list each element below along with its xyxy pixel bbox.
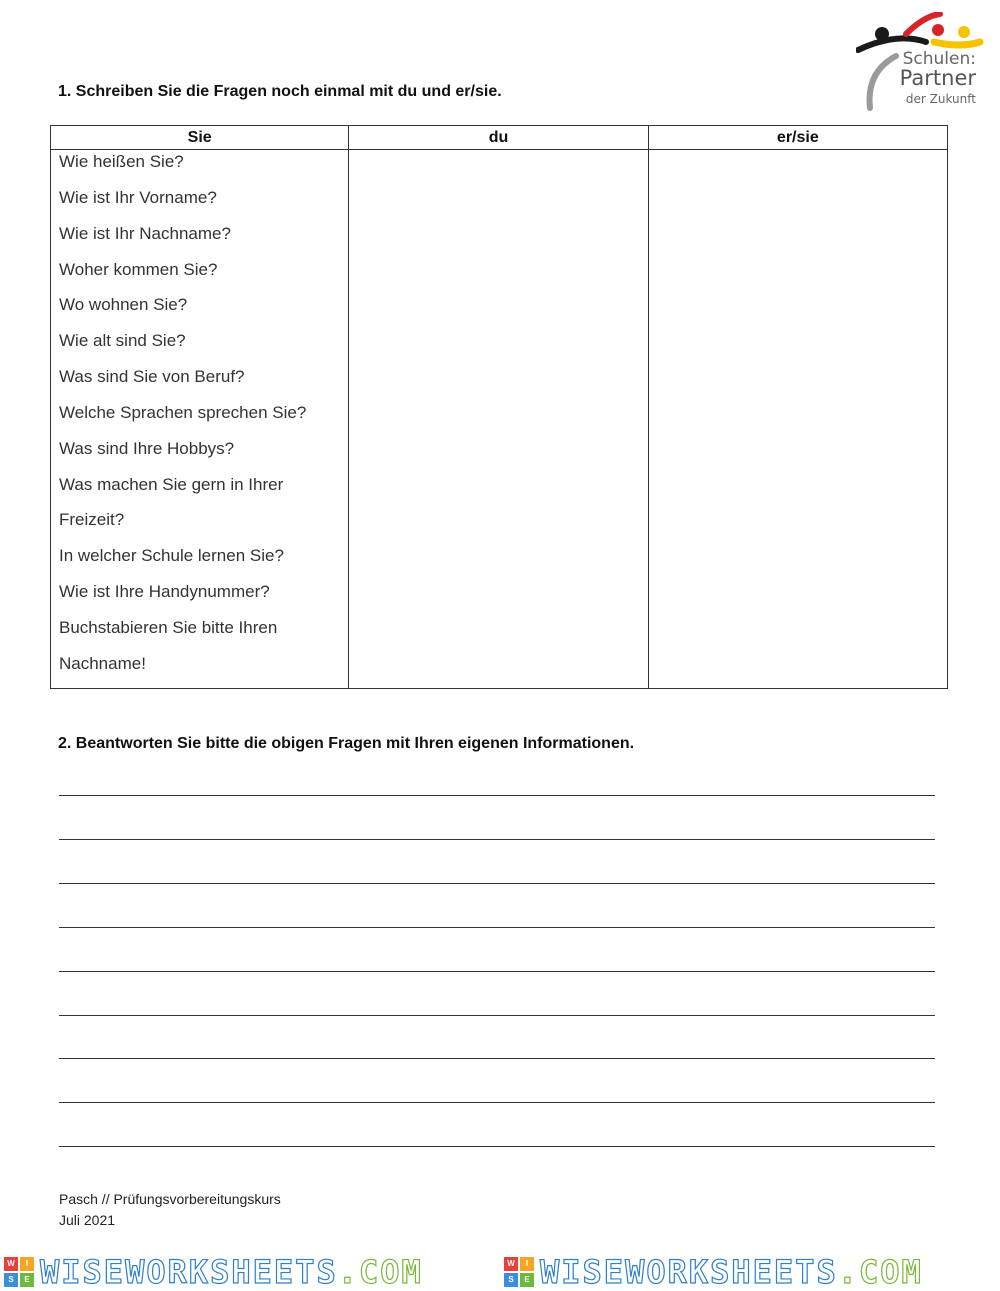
er-sie-answer-cell[interactable] — [648, 150, 947, 689]
logo-text-schulen: Schulen: — [902, 49, 976, 69]
question-table — [50, 125, 948, 689]
banner-logo-1 — [4, 1253, 423, 1291]
question-line: Wie ist Ihr Vorname? — [59, 187, 217, 207]
question-line: Wie heißen Sie? — [59, 152, 184, 171]
answer-line[interactable] — [59, 971, 935, 972]
answer-line[interactable] — [59, 1058, 935, 1059]
header-sie: Sie — [51, 126, 349, 150]
question-line: In welcher Schule lernen Sie? — [59, 546, 284, 566]
sie-column-cell — [51, 150, 349, 689]
logo-text-der-zukunft: der Zukunft — [905, 92, 976, 106]
banner-logo-2 — [504, 1253, 923, 1291]
question-line: Nachname! — [59, 653, 146, 673]
sie-question-list — [51, 150, 348, 688]
question-line: Welche Sprachen sprechen Sie? — [59, 402, 307, 422]
banner-brand-text — [540, 1253, 923, 1291]
question-line: Wie ist Ihre Handynummer? — [59, 582, 270, 602]
block-letter: W — [504, 1257, 518, 1271]
banner-brand-main: WISEWORKSHEETS — [40, 1253, 338, 1291]
banner-brand-tld: .COM — [837, 1253, 923, 1291]
block-letter: E — [520, 1273, 534, 1287]
banner-brand-text — [40, 1253, 423, 1291]
block-letter: I — [20, 1257, 34, 1271]
answer-line[interactable] — [59, 1102, 935, 1103]
header-er-sie: er/sie — [648, 126, 947, 150]
block-letter: S — [504, 1273, 518, 1287]
question-line: Was sind Sie von Beruf? — [59, 367, 245, 387]
question-line: Buchstabieren Sie bitte Ihren — [59, 617, 278, 637]
wiseworksheets-banner — [0, 1253, 1000, 1291]
answer-line[interactable] — [59, 883, 935, 884]
answer-line[interactable] — [59, 1146, 935, 1147]
banner-brand-tld: .COM — [337, 1253, 423, 1291]
table-header-row — [51, 126, 948, 150]
banner-brand-main: WISEWORKSHEETS — [540, 1253, 838, 1291]
table-body-row — [51, 150, 948, 689]
header-du: du — [349, 126, 648, 150]
block-letter: S — [4, 1273, 18, 1287]
footer-course: Pasch // Prüfungsvorbereitungskurs — [59, 1191, 281, 1207]
task2-title: 2. Beantworten Sie bitte die obigen Fragen mit Ihren eigenen Informationen. — [58, 735, 635, 752]
color-blocks-icon — [504, 1257, 534, 1287]
logo-text-partner: Partner — [899, 66, 976, 90]
question-line: Wo wohnen Sie? — [59, 295, 188, 315]
block-letter: E — [20, 1273, 34, 1287]
answer-line[interactable] — [59, 795, 935, 796]
block-letter: I — [520, 1257, 534, 1271]
question-line: Freizeit? — [59, 510, 125, 530]
question-line: Wie alt sind Sie? — [59, 331, 186, 351]
question-line: Woher kommen Sie? — [59, 259, 218, 279]
block-letter: W — [4, 1257, 18, 1271]
task1-title: 1. Schreiben Sie die Fragen noch einmal mit du und er/sie. — [58, 83, 502, 100]
color-blocks-icon — [4, 1257, 34, 1287]
answer-line[interactable] — [59, 839, 935, 840]
answer-line[interactable] — [59, 1015, 935, 1016]
du-answer-cell[interactable] — [349, 150, 648, 689]
question-line: Was sind Ihre Hobbys? — [59, 438, 235, 458]
question-line: Wie ist Ihr Nachname? — [59, 223, 231, 243]
answer-line[interactable] — [59, 927, 935, 928]
question-line: Was machen Sie gern in Ihrer — [59, 474, 284, 494]
footer-date: Juli 2021 — [59, 1212, 116, 1228]
